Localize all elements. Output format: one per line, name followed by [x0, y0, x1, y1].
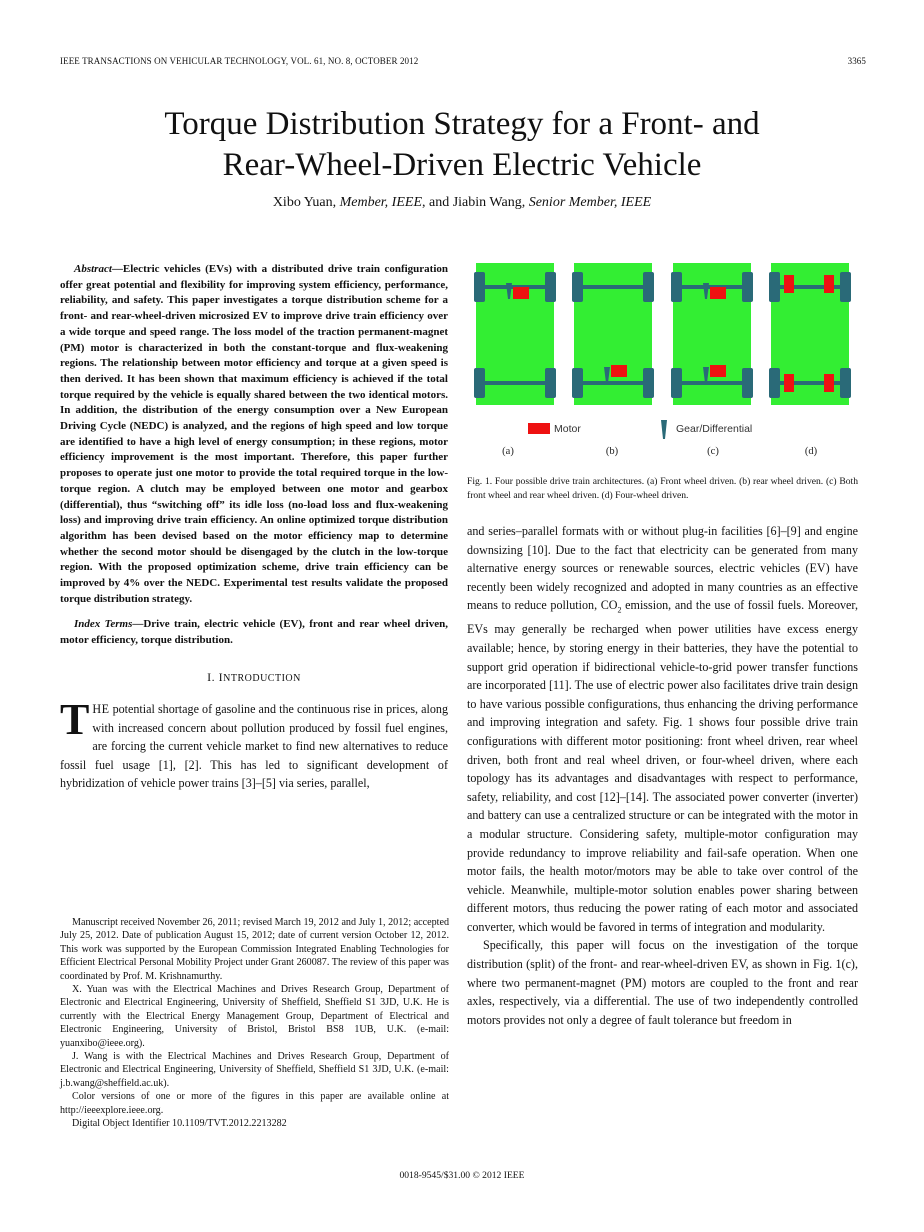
intro-first-word: HE	[92, 702, 110, 717]
car-diagram-both	[671, 263, 753, 405]
footnote	[60, 916, 449, 1131]
rear-axle	[580, 381, 646, 385]
page-number: 3365	[847, 56, 866, 66]
rear-right-wheel	[643, 368, 654, 398]
rear-right-wheel	[545, 368, 556, 398]
figure-drive-trains	[466, 257, 858, 467]
legend-motor-label: Motor	[554, 423, 581, 435]
title-line-1: Torque Distribution Strategy for a Front- and	[164, 106, 760, 142]
paper-title	[0, 104, 924, 186]
body-p1-text-a: and series–parallel formats with or without plug-in facilities [6]–[9] and engine downsizing [10]. Due to the fact that electricity can be generated from many alternative energy sources or renewable sources, electric vehicles (EV) have recently been widely recognized and adopted in many countries as an effective means to reduce pollution, CO	[467, 524, 858, 613]
rear-right-wheel	[840, 368, 851, 398]
rear-left-wheel	[671, 368, 682, 398]
rear-left-wheel	[474, 368, 485, 398]
rear-motor	[710, 365, 726, 377]
rear-axle	[482, 381, 548, 385]
front-left-wheel	[572, 272, 583, 302]
front-axle	[580, 285, 646, 289]
footnote-color: Color versions of one or more of the figures in this paper are available online at http://ieeexplore.ieee.org.	[60, 1091, 449, 1116]
author-line	[0, 195, 924, 211]
rear-right-motor	[824, 374, 834, 392]
car-diagram-front	[474, 263, 556, 405]
index-terms-label: Index Terms	[74, 618, 133, 631]
title-line-2: Rear-Wheel-Driven Electric Vehicle	[222, 147, 702, 183]
subfig-label-d: (d)	[804, 446, 818, 457]
rear-axle	[679, 381, 745, 385]
rear-left-wheel	[769, 368, 780, 398]
author-2-role: Senior Member, IEEE	[528, 195, 652, 210]
index-terms-text: —Drive train, electric vehicle (EV), front and rear wheel driven, motor efficiency, torque distribution.	[60, 618, 448, 647]
legend-gear-swatch	[661, 420, 667, 439]
body-p1-text-b: emission, and the use of fossil fuels. Moreover, EVs may generally be recharged when power utilities have excess energy available; hence, by storing energy in their batteries, they have the potential to support grid operation if bidirectional vehicle-to-grid power transfer functions are incorporated [11]. The use of electric power also facilitates drive train design to have various possible configurations, thus enhancing the driving performance and improving integration and safety. Fig. 1 shows four possible drive train configurations with different motor positioning: front wheel driven, rear wheel driven, both front and real wheel driven, or four-wheel driven, where each topology has its advantages and disadvantages with respect to performance, safety, reliability, and cost [12]–[14]. The associated power converter (inverter) and battery can use a centralized structure or can be integrated with the motor in a modular structure. Considering safety, multiple-motor configuration may provide redundancy to improve reliability and fail-safe operation. When one motor fails, the health motor/motors may be able to take over control of the vehicle. Meanwhile, multiple-motor solution enables power sharing between different motors, thus reducing the power rating of each motor and associated converter, which would be favored in terms of integration and modularity.	[467, 598, 858, 934]
front-right-wheel	[840, 272, 851, 302]
footnote-manuscript: Manuscript received November 26, 2011; revised March 19, 2012 and July 1, 2012; accepted July 25, 2012. Date of publication August 15, 2012; date of current version October 12, 2012. This work was supported by the European Commission Integrated Enabling Technologies for Efficient Electrical Personal Mobility Project under Grant 260087. The review of this paper was coordinated by Prof. M. Krishnamurthy.	[60, 917, 449, 982]
front-right-wheel	[742, 272, 753, 302]
front-left-wheel	[474, 272, 485, 302]
author-1-role: Member, IEEE	[339, 195, 422, 210]
left-column	[60, 262, 448, 793]
intro-paragraph	[60, 695, 448, 792]
front-right-motor	[824, 275, 834, 293]
subfig-label-b: (b)	[605, 446, 619, 457]
index-terms	[60, 617, 448, 648]
front-left-motor	[784, 275, 794, 293]
footnote-author-1: X. Yuan was with the Electrical Machines and Drives Research Group, Department of Electronic and Electrical Engineering, University of Sheffield, Sheffield S1 3JD, U.K. He is currently with the Electrical Energy Management Group, Department of Electrical and Electronic Engineering, University of Bristol, Bristol BS8 1UB, U.K. (e-mail: yuanxibo@ieee.org).	[60, 984, 449, 1049]
drop-cap: T	[60, 695, 90, 745]
journal-name: IEEE TRANSACTIONS ON VEHICULAR TECHNOLOGY, VOL. 61, NO. 8, OCTOBER 2012	[60, 56, 419, 66]
abstract	[60, 262, 448, 607]
running-head	[60, 56, 866, 66]
co2-subscript: 2	[617, 605, 622, 615]
section-title-rest: NTRODUCTION	[223, 672, 301, 684]
legend	[528, 420, 752, 439]
intro-text: potential shortage of gasoline and the continuous rise in prices, along with increased concern about pollution produced by fossil fuel engines, are forcing the current vehicle market to find new alternatives to reduce fossil fuel usage [1], [2]. This has led to significant development of hybridization of vehicle power trains [3]–[5] via series, parallel,	[60, 702, 448, 791]
subfig-label-a: (a)	[502, 446, 514, 457]
copyright-footer: 0018-9545/$31.00 © 2012 IEEE	[399, 1170, 525, 1181]
rear-motor	[611, 365, 627, 377]
rear-left-motor	[784, 374, 794, 392]
footnote-doi: Digital Object Identifier 10.1109/TVT.2012.2213282	[72, 1118, 287, 1130]
front-motor	[710, 287, 726, 299]
section-heading	[60, 668, 448, 689]
front-motor	[513, 287, 529, 299]
front-left-wheel	[769, 272, 780, 302]
right-column	[467, 522, 858, 1029]
body-paragraph-1	[467, 522, 858, 936]
front-right-wheel	[643, 272, 654, 302]
footnote-author-2: J. Wang is with the Electrical Machines and Drives Research Group, Department of Electronic and Electrical Engineering, University of Sheffield, Sheffield S1 3JD, U.K. (e-mail: j.b.wang@sheffield.ac.uk).	[60, 1051, 449, 1089]
front-right-wheel	[545, 272, 556, 302]
car-diagram-four	[769, 263, 851, 405]
figure-caption: Fig. 1. Four possible drive train architectures. (a) Front wheel driven. (b) rear wheel driven. (c) Both front wheel and rear wheel driven. (d) Four-wheel driven.	[467, 476, 858, 501]
body-paragraph-2: Specifically, this paper will focus on the investigation of the torque distribution (split) of the front- and rear-wheel-driven EV, as shown in Fig. 1(c), where two permanent-magnet (PM) motors are coupled to the front and rear axles, respectively, via a differential. The use of two independently controlled motors provides not only a degree of fault tolerance but freedom in	[467, 938, 858, 1027]
author-conjunction: , and Jiabin Wang,	[422, 195, 526, 210]
front-left-wheel	[671, 272, 682, 302]
figure-svg	[466, 257, 858, 467]
rear-left-wheel	[572, 368, 583, 398]
car-diagram-rear	[572, 263, 654, 405]
author-1-name: Xibo Yuan,	[272, 195, 337, 210]
abstract-label: Abstract	[74, 263, 112, 275]
legend-motor-swatch	[528, 423, 550, 434]
legend-gear-label: Gear/Differential	[676, 423, 753, 435]
rear-right-wheel	[742, 368, 753, 398]
section-numeral: I.	[207, 669, 216, 684]
subfig-label-c: (c)	[707, 446, 719, 457]
section-title-cap: I	[218, 669, 224, 684]
abstract-text: —Electric vehicles (EVs) with a distributed drive train configuration offer great potential and flexibility for improving system efficiency, performance, reliability, and safety. This paper investigates a torque distribution scheme for a front- and rear-wheel-driven microsized EV to improve drive train efficiency over a wide torque and speed range. The loss model of the traction permanent-magnet (PM) motor is characterized in both the constant-torque and flux-weakening regions. The relationship between motor efficiency and torque at a given speed is then derived. It has been shown that maximum efficiency is achieved if the total torque required by the vehicle is equally shared between the two identical motors. In addition, the distribution of the energy consumption over a New European Driving Cycle (NEDC) is analyzed, and the regions of high speed and low torque are identified to have a high level of energy consumption; in these regions, motor efficiency improvement is the most important. Therefore, this paper further proposes to operate just one motor to provide the total required torque in the low-torque region. A clutch may be employed between one motor and gearbox (differential), thus “switching off” its idle loss (no-load loss and flux-weakening loss) and improving drive train efficiency. An online optimized torque distribution algorithm has been devised based on the motor efficiency map to determine whether the second motor should be disengaged by the clutch in the low-torque region. With the proposed optimization scheme, drive train efficiency can be improved by 4% over the NEDC. Experimental test results validate the proposed torque distribution strategy.	[60, 263, 448, 605]
